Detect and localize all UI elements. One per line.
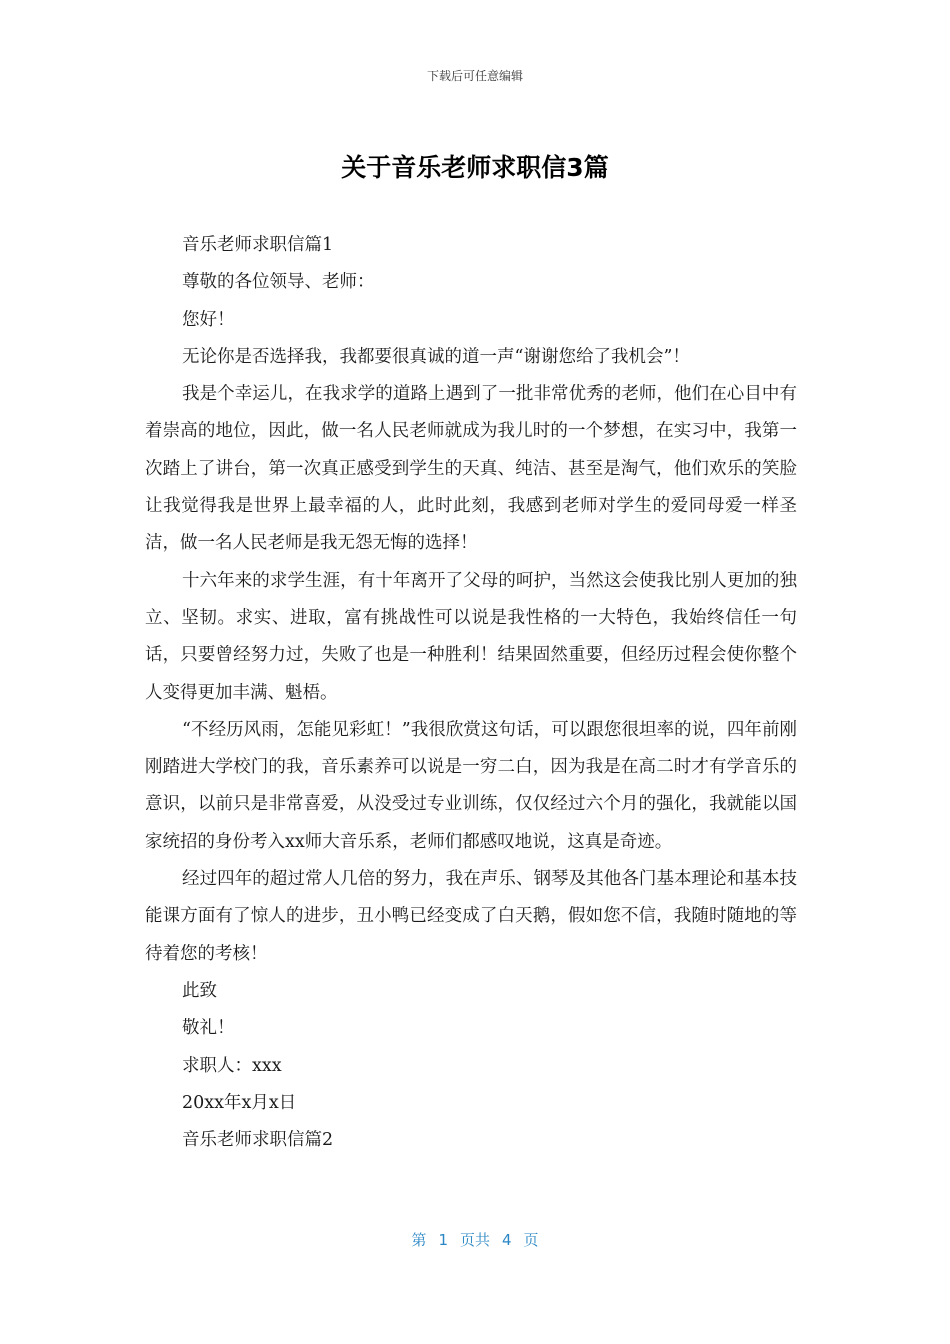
body-paragraph: 经过四年的超过常人几倍的努力，我在声乐、钢琴及其他各门基本理论和基本技能课方面有了惊人的进步，丑小鸭已经变成了白天鹅，假如您不信，我随时随地的等待着您的考核！ [145,869,797,964]
body-paragraph: 无论你是否选择我，我都要很真诚的道一声“谢谢您给了我机会”！ [182,346,690,367]
body-paragraph: 我是个幸运儿，在我求学的道路上遇到了一批非常优秀的老师，他们在心目中有着崇高的地位，因此，做一名人民老师就成为我儿时的一个梦想，在实习中，我第一次踏上了讲台，第一次真正感受到学生的天真、纯洁、甚至是淘气，他们欢乐的笑脸让我觉得我是世界上最幸福的人，此时此刻，我感到老师对学生的爱同母爱一样圣洁，做一名人民老师是我无怨无悔的选择！ [145,384,797,554]
body-paragraph: “不经历风雨，怎能见彩虹！”我很欣赏这句话，可以跟您很坦率的说，四年前刚刚踏进大学校门的我，音乐素养可以说是一穷二白，因为我是在高二时才有学音乐的意识，以前只是非常喜爱，从没受过专业训练，仅仅经过六个月的强化，我就能以国家统招的身份考入xx师大音乐系，老师们都感叹地说，这真是奇迹。 [145,719,797,852]
document-title: 关于音乐老师求职信3篇 [341,153,609,182]
footer-middle: 页共 [459,1231,490,1249]
closing-regards: 敬礼！ [182,1018,235,1039]
page-footer [0,1229,950,1250]
header-note: 下载后可任意编辑 [426,69,523,83]
footer-suffix: 页 [523,1231,539,1249]
total-pages-number: 4 [502,1231,512,1249]
document-body [145,227,797,1159]
closing-line: 此致 [182,980,217,1001]
section-heading: 音乐老师求职信篇1 [182,235,334,255]
current-page-number: 1 [438,1231,448,1249]
body-paragraph: 十六年来的求学生涯，有十年离开了父母的呵护，当然这会使我比别人更加的独立、坚韧。求实、进取，富有挑战性可以说是我性格的一大特色，我始终信任一句话，只要曾经努力过，失败了也是一种胜利！结果固然重要，但经历过程会使你整个人变得更加丰满、魁梧。 [145,570,797,703]
salutation: 尊敬的各位领导、老师： [182,272,375,293]
greeting: 您好！ [182,309,235,330]
footer-prefix: 第 [411,1231,427,1249]
signature-line: 求职人：xxx [182,1055,282,1076]
date-line: 20xx年x月x日 [182,1092,297,1113]
section-heading: 音乐老师求职信篇2 [182,1130,334,1151]
